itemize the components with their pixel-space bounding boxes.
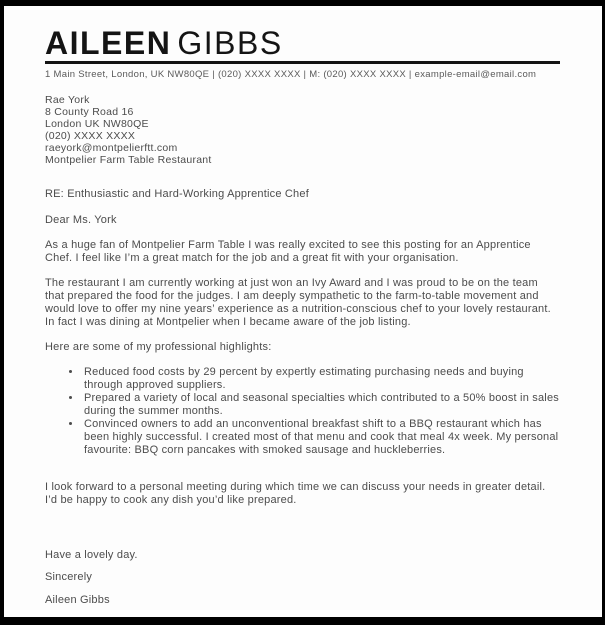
signoff-line: Sincerely (45, 571, 93, 583)
recipient-name: Rae York (45, 94, 90, 106)
paragraph-highlights-lead: Here are some of my professional highlights: (45, 341, 272, 353)
highlight-item: • Reduced food costs by 29 percent by expertly estimating purchasing needs and buying through approved suppliers. (82, 366, 560, 392)
recipient-company: Montpelier Farm Table Restaurant (45, 154, 212, 166)
highlights-list (45, 366, 560, 457)
highlight-item: • Prepared a variety of local and seasonal specialties which contributed to a 50% boost in sales during the summer months. (82, 392, 560, 418)
letterhead-last-name: GIBBS (177, 25, 283, 61)
recipient-city: London UK NW80QE (45, 118, 149, 130)
letterhead-divider (45, 61, 560, 64)
greeting: Dear Ms. York (45, 214, 117, 226)
subject-line: RE: Enthusiastic and Hard-Working Apprentice Chef (45, 188, 309, 200)
signature-name: Aileen Gibbs (45, 594, 110, 606)
letter-body (45, 188, 560, 607)
recipient-block (45, 94, 560, 166)
paragraph-intro: As a huge fan of Montpelier Farm Table I was really excited to see this posting for an Apprentice Chef. I feel like I’m a great match for the job and a great fit with your organisation. (45, 239, 531, 264)
letterhead-name (45, 25, 560, 61)
recipient-phone: (020) XXXX XXXX (45, 130, 136, 142)
letter-content (4, 25, 602, 625)
recipient-email: raeyork@montpelierftt.com (45, 142, 178, 154)
highlight-item: • Convinced owners to add an unconventional breakfast shift to a BBQ restaurant which has been highly successful. I created most of that menu and cook that meal 4x week. My personal favourite: BBQ corn pancakes with smoked sausage and huckleberries. (82, 418, 560, 457)
recipient-street: 8 County Road 16 (45, 106, 134, 118)
farewell-line: Have a lovely day. (45, 549, 138, 561)
paragraph-experience: The restaurant I am currently working at just won an Ivy Award and I was proud to be on the team that prepared the food for the judges. I am deeply sympathetic to the farm-to-table movement and would love to offer my nine years’ experience as a nutrition-conscious chef to your lovely restaurant. In fact I was dining at Montpelier when I became aware of the job listing. (45, 277, 551, 328)
letterhead-first-name: AILEEN (45, 25, 172, 61)
letterhead-contact-line: 1 Main Street, London, UK NW80QE | (020) XXXX XXXX | M: (020) XXXX XXXX | example-email@email.com (45, 69, 537, 80)
closing-paragraph: I look forward to a personal meeting during which time we can discuss your needs in greater detail. I’d be happy to cook any dish you’d like prepared. (45, 481, 546, 506)
